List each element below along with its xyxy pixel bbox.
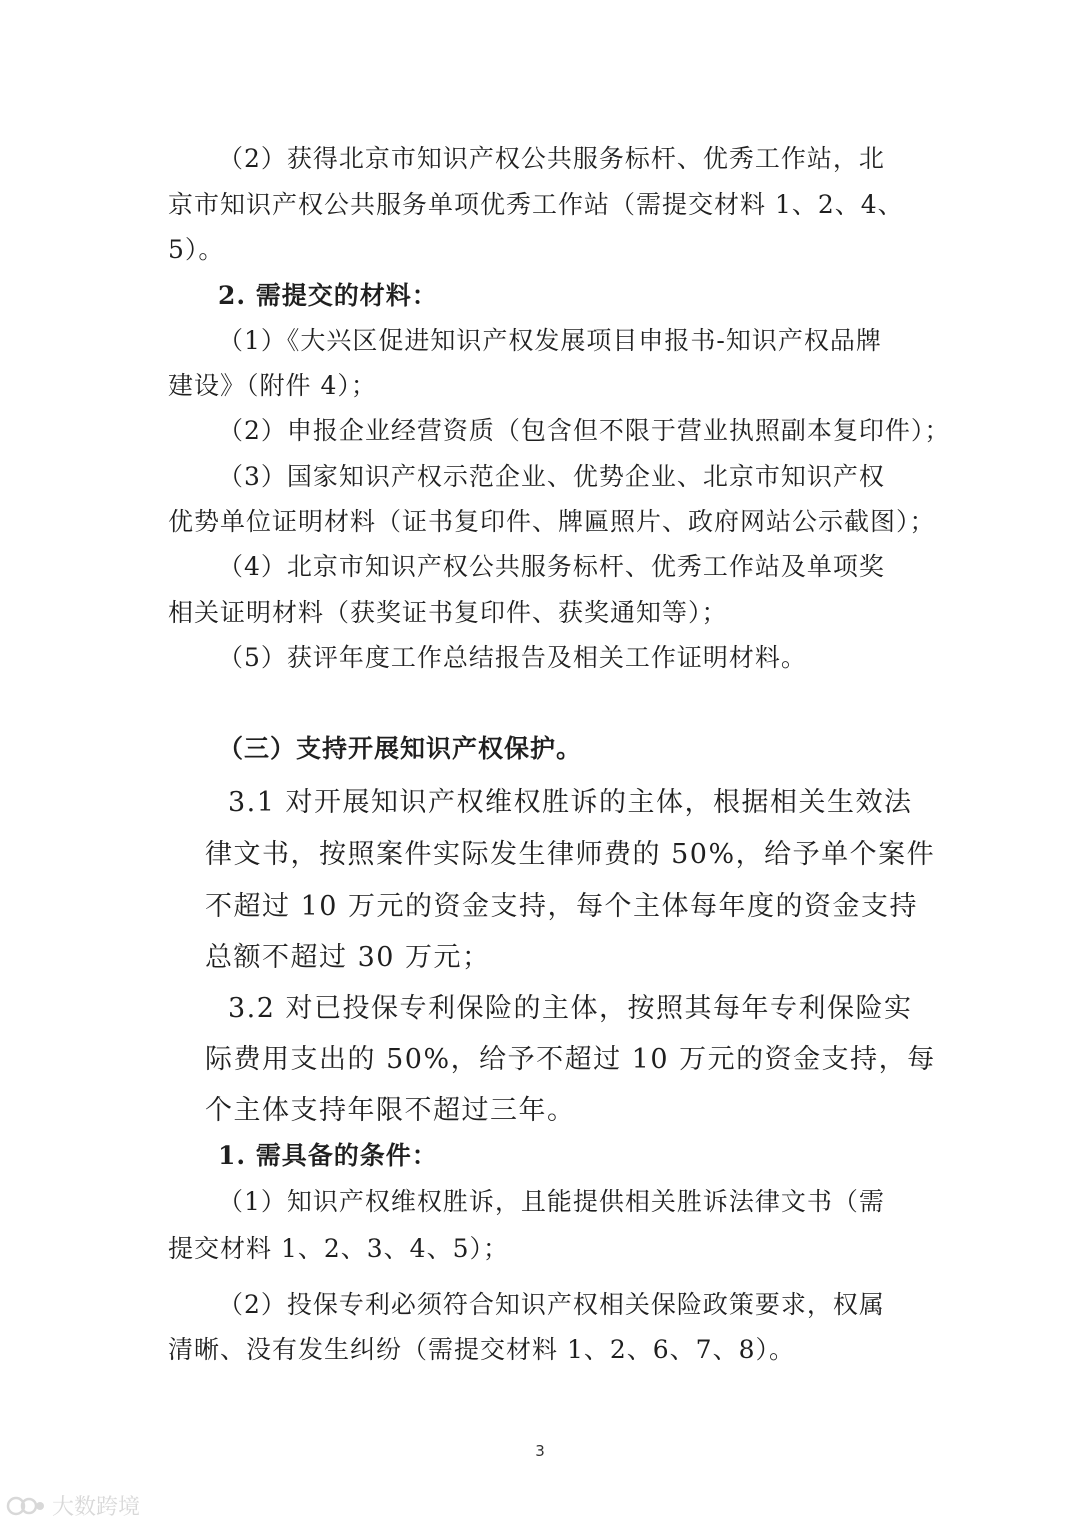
text-line: （2）获得北京市知识产权公共服务标杆、优秀工作站，北 [218,144,885,173]
text-line: 提交材料 1、2、3、4、5）； [168,1234,509,1263]
section-heading: 2. 需提交的材料： [218,281,438,310]
text-line: 际费用支出的 50%，给予不超过 10 万元的资金支持，每 [205,1044,936,1075]
text-line: 3.2 对已投保专利保险的主体，按照其每年专利保险实 [228,993,913,1024]
text-line: （5）获评年度工作总结报告及相关工作证明材料。 [218,643,807,672]
text-line: （1）知识产权维权胜诉，且能提供相关胜诉法律文书（需 [218,1187,885,1216]
text-line: 5）。 [168,235,225,264]
text-line: （2）投保专利必须符合知识产权相关保险政策要求，权属 [218,1290,885,1319]
text-line: 清晰、没有发生纠纷（需提交材料 1、2、6、7、8）。 [168,1335,795,1364]
section-heading: （三）支持开展知识产权保护。 [218,734,583,763]
section-heading: 1. 需具备的条件： [218,1141,438,1170]
text-line: 建设》（附件 4）； [168,371,377,400]
text-line: （3）国家知识产权示范企业、优势企业、北京市知识产权 [218,462,885,491]
text-line: （2）申报企业经营资质（包含但不限于营业执照副本复印件）； [218,416,951,445]
page-number: 3 [535,1442,545,1460]
text-line: 相关证明材料（获奖证书复印件、获奖通知等）； [168,598,728,627]
watermark-text: 大数跨境 [52,1495,141,1520]
watermark-logo-icon [6,1493,46,1519]
text-line: 3.1 对开展知识产权维权胜诉的主体，根据相关生效法 [228,787,913,818]
watermark [6,1490,140,1521]
text-line: 京市知识产权公共服务单项优秀工作站（需提交材料 1、2、4、 [168,190,904,219]
text-line: 总额不超过 30 万元； [205,942,491,973]
text-line: 不超过 10 万元的资金支持，每个主体每年度的资金支持 [205,891,919,922]
text-line: （4）北京市知识产权公共服务标杆、优秀工作站及单项奖 [218,552,885,581]
text-line: 律文书，按照案件实际发生律师费的 50%，给予单个案件 [205,839,936,870]
text-line: （1）《大兴区促进知识产权发展项目申报书-知识产权品牌 [218,326,882,355]
text-line: 优势单位证明材料（证书复印件、牌匾照片、政府网站公示截图）； [168,507,936,536]
text-line: 个主体支持年限不超过三年。 [205,1095,576,1126]
